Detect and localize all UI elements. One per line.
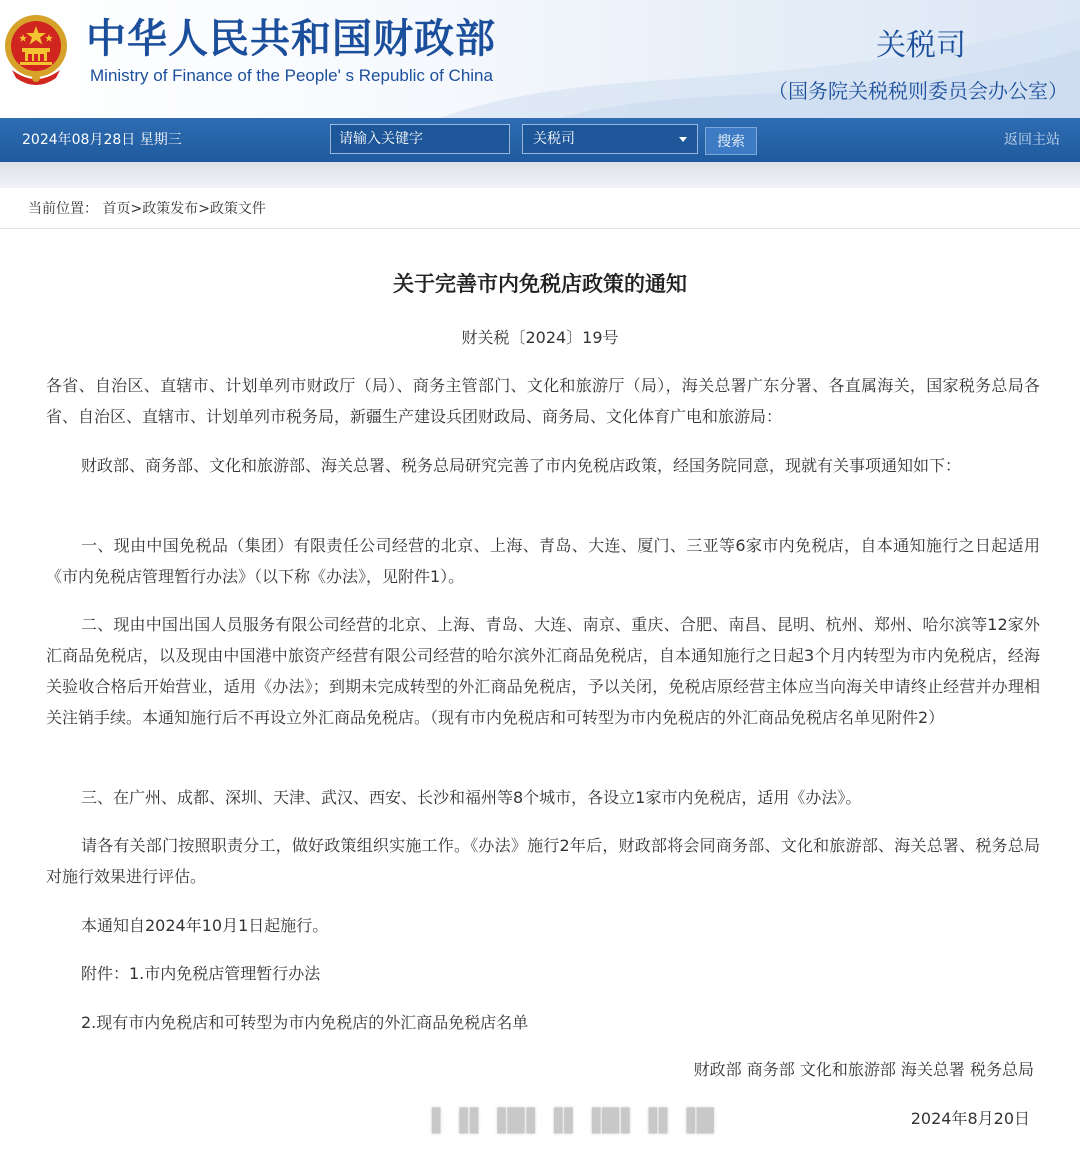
return-home-link[interactable]: 返回主站 — [1004, 132, 1060, 148]
breadcrumb — [28, 195, 266, 223]
attachment-1: 附件：1.市内免税店管理暂行办法 — [81, 964, 321, 983]
breadcrumb-separator: > — [198, 201, 210, 217]
nav-bar — [0, 118, 1080, 162]
breadcrumb-separator: > — [130, 201, 143, 217]
effective-date-paragraph: 本通知自2024年10月1日起施行。 — [81, 916, 329, 935]
clause-3-paragraph: 三、在广州、成都、深圳、天津、武汉、西安、长沙和福州等8个城市，各设立1家市内免税店，适用《办法》。 — [81, 788, 862, 807]
signatories: 财政部 商务部 文化和旅游部 海关总署 税务总局 — [693, 1060, 1034, 1079]
current-date: 2024年08月28日 星期三 — [22, 132, 182, 148]
search-scope-value: 关税司 — [533, 131, 575, 147]
breadcrumb-home[interactable]: 首页 — [102, 201, 131, 217]
site-header — [0, 0, 1080, 118]
attachment-2: 2.现有市内免税店和可转型为市内免税店的外汇商品免税店名单 — [81, 1013, 529, 1032]
breadcrumb-policy-release[interactable]: 政策发布 — [142, 201, 199, 217]
chevron-down-icon — [679, 137, 687, 142]
clause-1-paragraph: 一、现由中国免税品（集团）有限责任公司经营的北京、上海、青岛、大连、厦门、三亚等6家市内免税店，自本通知施行之日起适用《市内免税店管理暂行办法》（以下称《办法》，见附件1）。 — [46, 536, 1040, 586]
issue-date: 2024年8月20日 — [910, 1109, 1030, 1128]
ministry-name-cn: 中华人民共和国财政部 — [86, 16, 496, 62]
ministry-name-en: Ministry of Finance of the People' s Republic of China — [90, 66, 493, 85]
search-scope-select[interactable] — [522, 124, 698, 154]
department-name: 关税司 — [876, 28, 966, 63]
department-subtitle: （国务院关税税则委员会办公室） — [768, 79, 1068, 103]
watermark: ▌▐▌▐█▌▐▌▐█▌▐▌▐█ — [432, 1109, 716, 1134]
article-title: 关于完善市内免税店政策的通知 — [393, 272, 687, 296]
national-emblem-icon — [2, 12, 70, 86]
document-number: 财关税〔2024〕19号 — [461, 328, 619, 347]
search-input[interactable] — [330, 124, 510, 154]
addressee-paragraph: 各省、自治区、直辖市、计划单列市财政厅（局）、商务主管部门、文化和旅游厅（局），海关总署广东分署、各直属海关，国家税务总局各省、自治区、直辖市、计划单列市税务局，新疆生产建设兵团财政局、商务局、文化体育广电和旅游局： — [46, 376, 1040, 426]
breadcrumb-band — [0, 162, 1080, 188]
clause-2-paragraph: 二、现由中国出国人员服务有限公司经营的北京、上海、青岛、大连、南京、重庆、合肥、南昌、昆明、杭州、郑州、哈尔滨等12家外汇商品免税店，以及现由中国港中旅资产经营有限公司经营的哈尔滨外汇商品免税店，自本通知施行之日起3个月内转型为市内免税店，经海关验收合格后开始营业，适用《办法》；到期未完成转型的外汇商品免税店，予以关闭，免税店原经营主体应当向海关申请终止经营并办理相关注销手续。本通知施行后不再设立外汇商品免税店。（现有市内免税店和可转型为市内免税店的外汇商品免税店名单见附件2） — [46, 615, 1040, 727]
search-button[interactable]: 搜索 — [705, 127, 757, 155]
implementation-paragraph: 请各有关部门按照职责分工，做好政策组织实施工作。《办法》施行2年后，财政部将会同商务部、文化和旅游部、海关总署、税务总局对施行效果进行评估。 — [46, 836, 1040, 886]
divider — [0, 228, 1080, 229]
breadcrumb-policy-documents[interactable]: 政策文件 — [209, 201, 266, 217]
intro-paragraph: 财政部、商务部、文化和旅游部、海关总署、税务总局研究完善了市内免税店政策，经国务院同意，现就有关事项通知如下： — [81, 456, 962, 475]
breadcrumb-label: 当前位置： — [28, 201, 98, 217]
